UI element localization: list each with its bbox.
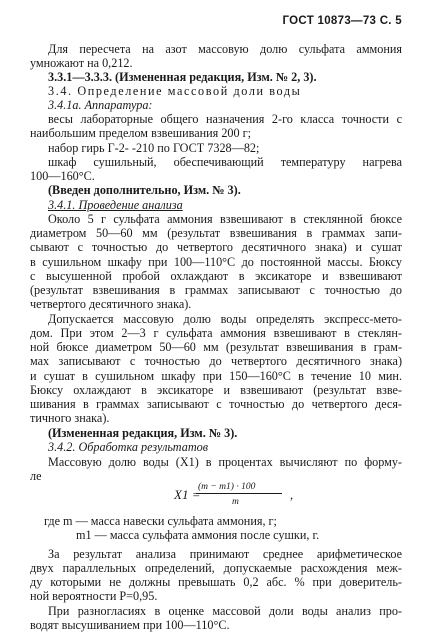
text-line: диаметром 50—60 мм (результат взвешивания в граммах запи- <box>30 226 402 240</box>
text-line: 3.3.1—3.3.3. (Измененная редакция, Изм. № 2, 3). <box>48 70 317 84</box>
formula-trail: , <box>290 488 294 502</box>
text-line: в сушильном шкафу при 100—110°С до постоянной массы. Бюксу <box>30 255 402 269</box>
text-line: Бюксу охлаждают в эксикаторе и взвешивают (результат взве- <box>30 383 402 397</box>
text-line: наибольшим пределом взвешивания 200 г; <box>30 126 252 140</box>
text-line: и сушат в сушильном шкафу при 150—160°С в течение 10 мин. <box>30 369 402 383</box>
text-line: двух параллельных определений, допускаемые расхождения меж- <box>30 561 402 575</box>
text-line: ной бюксе диаметром 50—60 мм (результат взвешивания в грам- <box>30 340 402 354</box>
text-line: Около 5 г сульфата аммония взвешивают в стеклянной бюксе <box>48 212 402 226</box>
text-line: Для пересчета на азот массовую долю сульфата аммония <box>48 42 402 56</box>
formula-numerator: (m − m1) · 100 <box>198 482 256 492</box>
text-line: четвертого десятичного знака). <box>30 297 192 311</box>
subsection-heading: 3.4.1. Проведение анализа <box>48 198 183 212</box>
text-line: (Введен дополнительно, Изм. № 3). <box>48 183 241 197</box>
text-line: мах записывают с точностью до четвертого десятичного знака) <box>30 354 402 368</box>
text-line: набор гирь Г-2- -210 по ГОСТ 7328—82; <box>48 141 260 155</box>
subsection-heading: 3.4.2. Обработка результатов <box>48 440 209 454</box>
text-line: Массовую долю воды (X1) в процентах вычисляют по форму- <box>48 455 402 469</box>
text-line: тичного знака). <box>30 411 110 425</box>
text-line: умножают на 0,212. <box>30 56 133 70</box>
text-line: дом. При этом 2—3 г сульфата аммония взвешивают в стеклян- <box>30 326 402 340</box>
formula <box>174 480 334 510</box>
fraction-bar <box>196 493 282 494</box>
page-header: ГОСТ 10873—73 С. 5 <box>282 15 402 27</box>
subsection-heading: 3.4.1а. Аппаратура: <box>48 98 153 112</box>
text-line: (результат взвешивания в граммах записывают с точностью до <box>30 283 402 297</box>
text-line: где m — масса навески сульфата аммония, г; <box>44 514 277 528</box>
text-line: с высушенной пробой охлаждают в эксикаторе и взвешивают <box>30 269 402 283</box>
text-line: 100—160°С. <box>30 169 95 183</box>
text-line: шкаф сушильный, обеспечивающий температуру нагрева <box>48 155 402 169</box>
text-line: За результат анализа принимают среднее арифметическое <box>48 547 402 561</box>
text-line: ле <box>30 469 42 483</box>
formula-denominator: m <box>232 497 239 507</box>
text-line: Допускается массовую долю воды определять экспресс-мето- <box>48 312 402 326</box>
formula-lhs: X1 = <box>174 487 201 502</box>
section-heading: 3.4. Определение массовой доли воды <box>48 84 302 98</box>
text-line: (Измененная редакция, Изм. № 3). <box>48 426 238 440</box>
text-line: m1 — масса сульфата аммония после сушки, г. <box>76 528 320 542</box>
text-line: весы лабораторные общего назначения 2-го класса точности с <box>48 112 402 126</box>
text-line: При разногласиях в оценке массовой доли воды анализ про- <box>48 604 402 618</box>
text-line: водят высушиванием при 100—110°С. <box>30 618 230 632</box>
text-line: ду которыми не должны превышать 0,2 абс. % при доверитель- <box>30 575 402 589</box>
text-line: сывают с точностью до четвертого десятичного знака) и сушат <box>30 240 402 254</box>
text-line: ной вероятности P=0,95. <box>30 589 158 603</box>
text-line: шивания в граммах записывают с точностью до четвертого деся- <box>30 397 402 411</box>
